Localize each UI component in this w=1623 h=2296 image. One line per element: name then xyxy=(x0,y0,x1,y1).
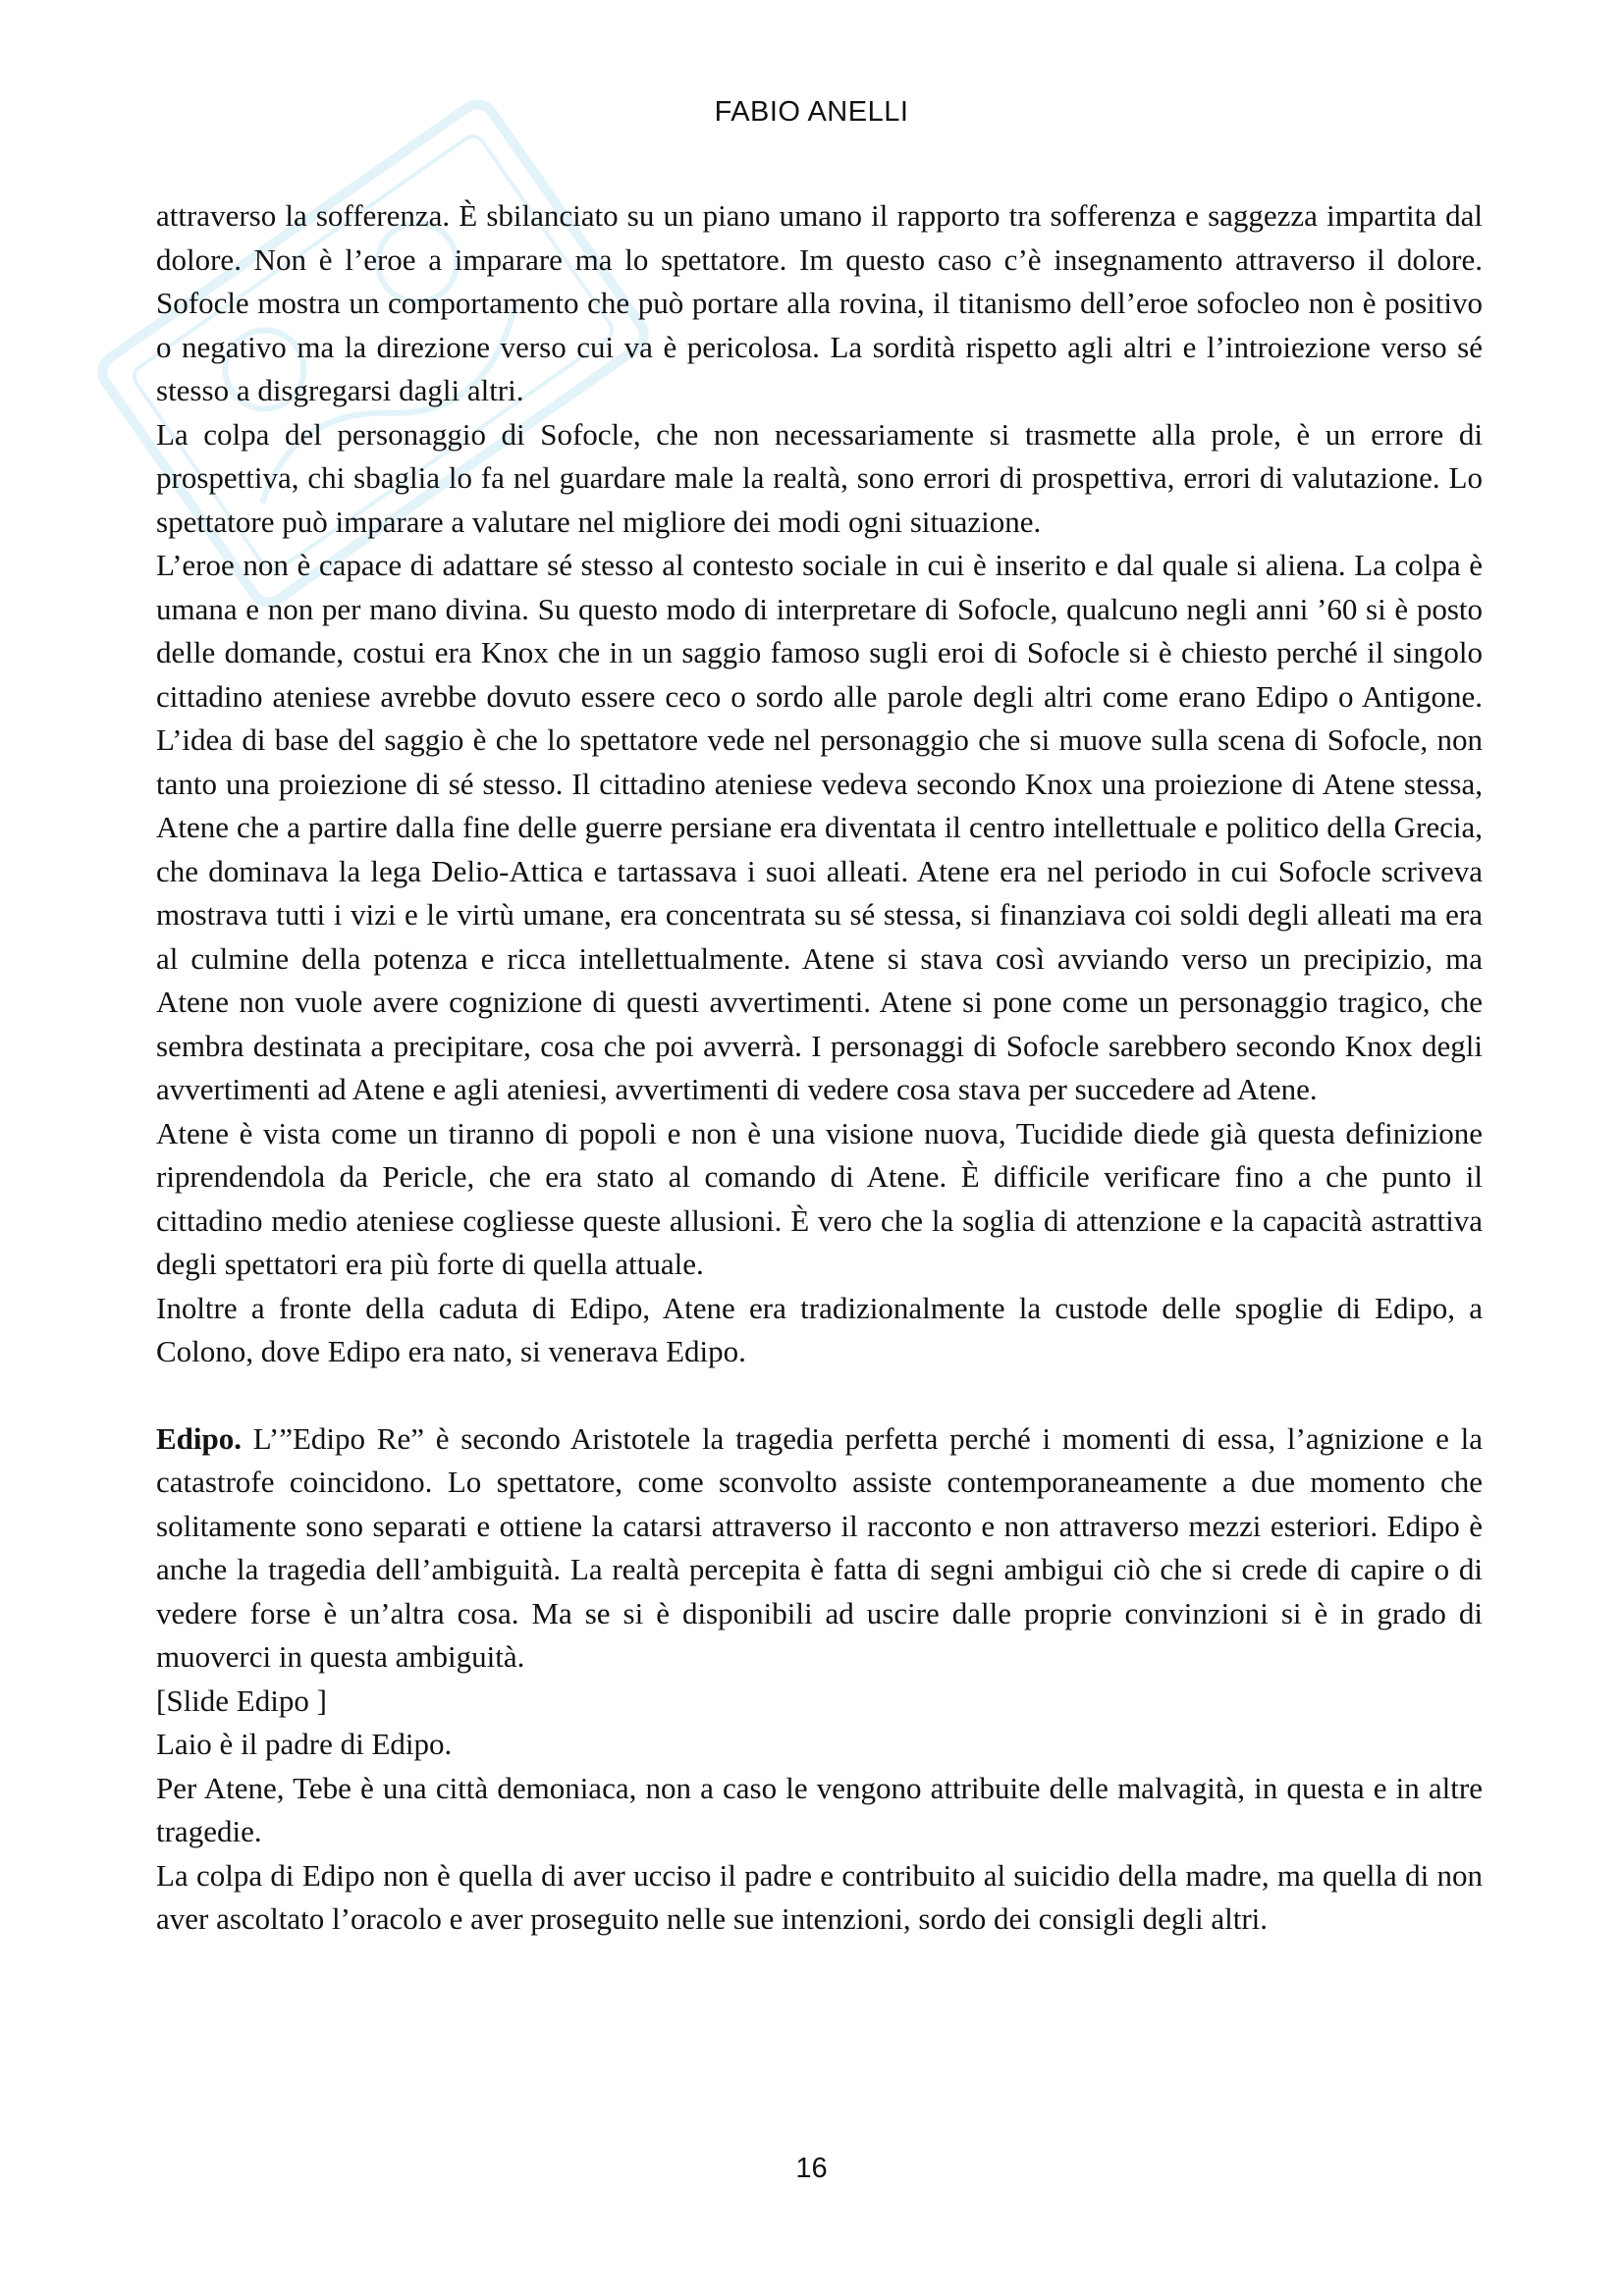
paragraph: Atene è vista come un tiranno di popoli e non è una visione nuova, Tucidide diede già questa definizione riprendendola da Pericle, che era stato al comando di Atene. È difficile verificare fino a che punto il cittadino medio ateniese cogliesse queste allusioni. È vero che la soglia di attenzione e la capacità astrattiva degli spettatori era più forte di quella attuale. xyxy=(156,1115,1483,1281)
paragraph: attraverso la sofferenza. È sbilanciato su un piano umano il rapporto tra sofferenza e saggezza impartita dal dolore. Non è l’eroe a imparare ma lo spettatore. Im questo caso c’è insegnamento attraverso il dolore. Sofocle mostra un comportamento che può portare alla rovina, il titanismo dell’eroe sofocleo non è positivo o negativo ma la direzione verso cui va è pericolosa. La sordità rispetto agli altri e l’introiezione verso sé stesso a disgregarsi dagli altri. xyxy=(156,198,1483,407)
slide-note: [Slide Edipo ] xyxy=(156,1682,327,1718)
paragraph: Laio è il padre di Edipo. xyxy=(156,1727,453,1761)
edipo-intro-text: L’”Edipo Re” è secondo Aristotele la tragedia perfetta perché i momenti di essa, l’agnizione e la catastrofe coincidono. Lo spettatore, come sconvolto assiste contemporaneamente a due momento che solitamente sono separati e ottiene la catarsi attraverso il racconto e non attraverso mezzi esteriori. Edipo è anche la tragedia dell’ambiguità. La realtà percepita è fatta di segni ambigui ciò che si crede di capire o di vedere forse è un’altra cosa. Ma se si è disponibili ad uscire dalle proprie convinzioni si è in grado di muoverci in questa ambiguità. xyxy=(156,1420,1483,1674)
page-number: 16 xyxy=(795,2153,828,2184)
edipo-paragraph xyxy=(156,1417,1483,1680)
paragraph: Inoltre a fronte della caduta di Edipo, Atene era tradizionalmente la custode delle spoglie di Edipo, a Colono, dove Edipo era nato, si venerava Edipo. xyxy=(156,1290,1483,1368)
paragraph: L’eroe non è capace di adattare sé stesso al contesto sociale in cui è inserito e dal quale si aliena. La colpa è umana e non per mano divina. Su questo modo di interpretare di Sofocle, qualcuno negli anni ’60 si è posto delle domande, costui era Knox che in un saggio famoso sugli eroi di Sofocle si è chiesto perché il singolo cittadino ateniese avrebbe dovuto essere ceco o sordo alle parole degli altri come erano Edipo o Antigone. L’idea di base del saggio è che lo spettatore vede nel personaggio che si muove sulla scena di Sofocle, non tanto una proiezione di sé stesso. Il cittadino ateniese vedeva secondo Knox una proiezione di Atene stessa, Atene che a partire dalla fine delle guerre persiane era diventata il centro intellettuale e politico della Grecia, che dominava la lega Delio-Attica e tartassava i suoi alleati. Atene era nel periodo in cui Sofocle scriveva mostrava tutti i vizi e le virtù umane, era concentrata su sé stessa, si finanziava coi soldi degli alleati ma era al culmine della potenza e ricca intellettualmente. Atene si stava così avviando verso un precipizio, ma Atene non vuole avere cognizione di questi avvertimenti. Atene si pone come un personaggio tragico, che sembra destinata a precipitare, cosa che poi avverrà. I personaggi di Sofocle sarebbero secondo Knox degli avvertimenti ad Atene e agli ateniesi, avvertimenti di vedere cosa stava per succedere ad Atene. xyxy=(156,548,1483,1106)
paragraph-spacer xyxy=(156,1374,1483,1417)
paragraph: La colpa di Edipo non è quella di aver ucciso il padre e contribuito al suicidio della madre, ma quella di non aver ascoltato l’oracolo e aver proseguito nelle sue intenzioni, sordo dei consigli degli altri. xyxy=(156,1857,1483,1936)
paragraph: Per Atene, Tebe è una città demoniaca, non a caso le vengono attribuite delle malvagità, in questa e in altre tragedie. xyxy=(156,1770,1483,1848)
paragraph: La colpa del personaggio di Sofocle, che non necessariamente si trasmette alla prole, è un errore di prospettiva, chi sbaglia lo fa nel guardare male la realtà, sono errori di prospettiva, errori di valutazione. Lo spettatore può imparare a valutare nel migliore dei modi ogni situazione. xyxy=(156,416,1483,539)
edipo-heading: Edipo. xyxy=(156,1420,243,1456)
page-header-author: FABIO ANELLI xyxy=(714,96,909,128)
document-body xyxy=(156,194,1483,1942)
